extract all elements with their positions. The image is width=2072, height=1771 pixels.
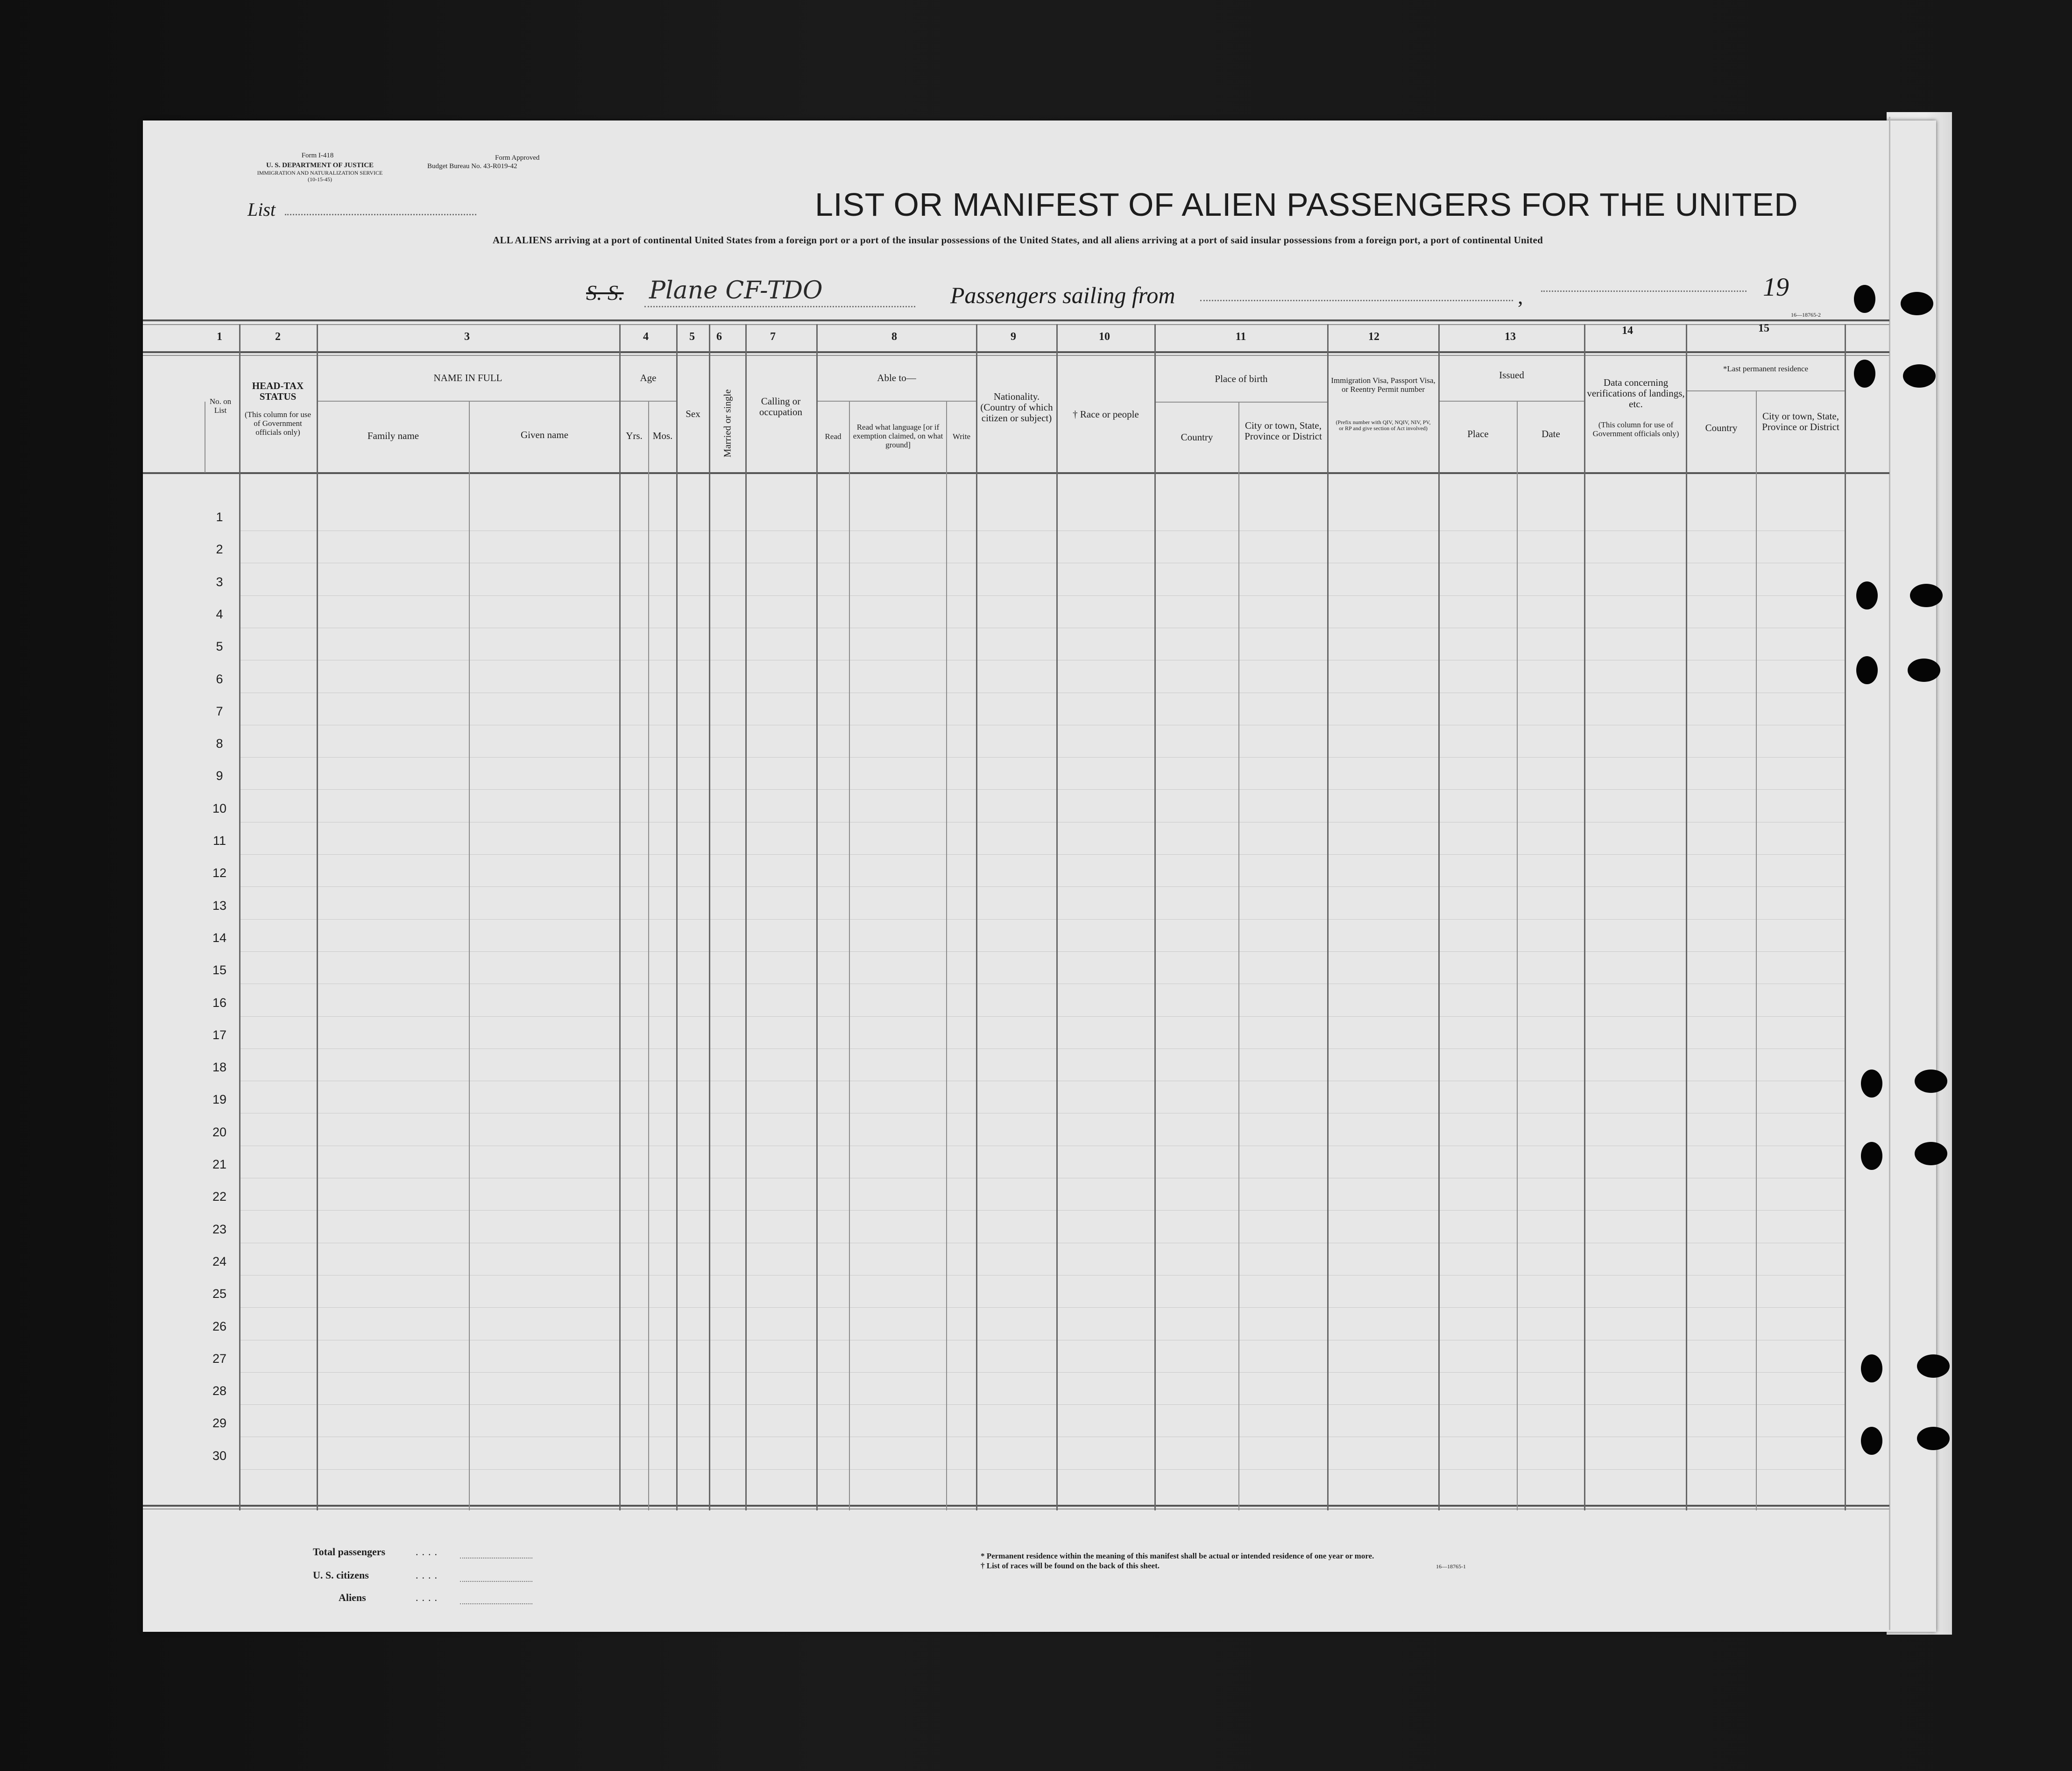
comma-separator: , <box>1518 284 1523 308</box>
col-line-end <box>1845 324 1846 1510</box>
row-number: 10 <box>212 801 227 815</box>
budget-bureau-number: Budget Bureau No. 43-R019-42 <box>427 163 517 170</box>
year-prefix: 19 <box>1763 273 1789 302</box>
col-line-15 <box>1686 324 1687 1510</box>
header-issued-date: Date <box>1542 428 1560 439</box>
row-number: 19 <box>212 1092 227 1107</box>
header-sex: Sex <box>686 408 700 419</box>
row-line <box>239 919 1845 920</box>
column-number: 5 <box>689 331 695 343</box>
name-group-divider <box>317 401 619 402</box>
binder-hole-mark <box>1903 364 1936 388</box>
column-number: 9 <box>1011 331 1016 343</box>
row-line <box>239 854 1845 855</box>
page-title: LIST OR MANIFEST OF ALIEN PASSENGERS FOR THE UNITED <box>815 186 1798 223</box>
column-number: 4 <box>643 331 649 343</box>
col-line-write <box>946 401 947 1510</box>
col-line-lang <box>849 401 850 1510</box>
residence-group-divider <box>1686 390 1845 391</box>
fold-line <box>1889 117 1890 1630</box>
header-calling-or-occupation: Calling or occupation <box>759 396 803 418</box>
col-line-8 <box>816 324 818 1510</box>
form-date: (10-15-45) <box>308 176 332 183</box>
header-race-or-people: † Race or people <box>1073 409 1139 420</box>
binder-hole-mark <box>1854 285 1875 313</box>
column-number: 8 <box>891 331 897 343</box>
binder-hole-mark <box>1910 584 1943 607</box>
date-blank <box>1541 290 1747 292</box>
header-family-name: Family name <box>367 430 419 441</box>
header-bottom-border <box>143 472 1889 474</box>
binder-hole-mark <box>1861 1142 1882 1170</box>
header-birth-country: Country <box>1181 432 1213 443</box>
column-number: 6 <box>716 331 722 343</box>
column-number: 12 <box>1368 331 1379 343</box>
header-read: Read <box>825 432 842 441</box>
column-number: 7 <box>770 331 776 343</box>
row-number: 27 <box>212 1351 227 1366</box>
header-no-on-list: No. on List <box>209 397 232 415</box>
row-line <box>239 886 1845 887</box>
column-number: 1 <box>217 331 222 343</box>
us-citizens-label: U. S. citizens <box>313 1569 369 1581</box>
column-number: 15 <box>1758 322 1769 334</box>
binder-hole-mark <box>1917 1354 1950 1378</box>
ship-name-line <box>644 306 915 307</box>
binder-hole-mark <box>1917 1427 1950 1450</box>
column-number: 2 <box>275 331 281 343</box>
row-line <box>239 1404 1845 1405</box>
binder-hole-mark <box>1915 1142 1947 1165</box>
header-residence-country: Country <box>1705 422 1738 433</box>
col-line-12 <box>1327 324 1329 1510</box>
binder-hole-mark <box>1856 581 1878 609</box>
binder-hole-mark <box>1861 1070 1882 1098</box>
leader-dots: .... <box>416 1569 441 1581</box>
row-number: 18 <box>212 1060 227 1075</box>
row-number: 11 <box>212 834 226 848</box>
row-line <box>239 595 1845 596</box>
department-name: U. S. DEPARTMENT OF JUSTICE <box>266 162 374 169</box>
footnote-permanent-residence: * Permanent residence within the meaning of this manifest shall be actual or intended residence of one year or more. <box>981 1551 1374 1560</box>
able-to-group-divider <box>816 401 976 402</box>
col-line-city <box>1238 402 1239 1510</box>
form-code-right: 16—18765-2 <box>1791 312 1821 318</box>
row-number: 1 <box>216 510 223 524</box>
row-number: 16 <box>212 995 227 1010</box>
row-number: 5 <box>216 639 223 654</box>
header-head-tax-status: HEAD-TAX STATUS <box>252 380 304 402</box>
col-line-9 <box>976 324 977 1510</box>
header-able-to: Able to— <box>877 372 916 383</box>
header-name-in-full: NAME IN FULL <box>433 372 502 383</box>
binder-hole-mark <box>1908 659 1940 682</box>
col-line-13 <box>1438 324 1440 1510</box>
column-number-row-border-inner <box>143 355 1889 356</box>
binder-hole-mark <box>1861 1354 1882 1382</box>
column-number: 3 <box>464 331 470 343</box>
col-line-7 <box>745 324 747 1510</box>
leader-dots: .... <box>416 1546 441 1558</box>
binder-hole-mark <box>1915 1070 1947 1093</box>
col-line-given <box>469 401 470 1510</box>
footer-form-code: 16—18765-1 <box>1436 1563 1466 1570</box>
header-visa-note: (Prefix number with QIV, NQIV, NIV, PV, or RP and give section of Act involved) <box>1336 419 1431 432</box>
row-number: 28 <box>212 1384 227 1398</box>
column-number: 13 <box>1505 331 1516 343</box>
header-read-language: Read what language [or if exemption claimed, on what ground] <box>853 423 943 449</box>
header-last-residence: *Last permanent residence <box>1723 364 1809 373</box>
header-age: Age <box>640 372 657 383</box>
row-line <box>239 757 1845 758</box>
row-number: 7 <box>216 704 223 718</box>
row-line <box>239 951 1845 952</box>
us-citizens-blank <box>460 1581 532 1582</box>
row-line <box>239 1372 1845 1373</box>
header-age-yrs: Yrs. <box>626 430 643 441</box>
table-bottom-border <box>143 1505 1889 1507</box>
table-top-border <box>143 319 1889 321</box>
sailing-from-blank <box>1200 300 1513 301</box>
row-number: 9 <box>216 769 223 783</box>
header-issued: Issued <box>1499 369 1524 381</box>
header-given-name: Given name <box>520 429 569 440</box>
header-issued-place: Place <box>1467 428 1489 439</box>
row-number: 4 <box>216 607 223 621</box>
header-visa-number: Immigration Visa, Passport Visa, or Reentry Permit number <box>1331 376 1436 394</box>
binder-hole-mark <box>1901 292 1933 315</box>
col-line-res-city <box>1756 390 1757 1510</box>
ship-name: Plane CF-TDO <box>649 276 823 305</box>
row-number: 3 <box>216 574 223 589</box>
column-number: 10 <box>1099 331 1110 343</box>
row-number: 22 <box>212 1190 227 1204</box>
col-line-6 <box>709 324 710 1510</box>
row-number: 29 <box>212 1416 227 1431</box>
binder-hole-mark <box>1856 656 1878 684</box>
birthplace-group-divider <box>1154 402 1327 403</box>
row-number: 2 <box>216 542 223 557</box>
binder-hole-mark <box>1854 360 1875 388</box>
row-number: 6 <box>216 672 223 686</box>
header-landing-note: (This column for use of Government officials only) <box>1592 420 1679 438</box>
leader-dots: .... <box>416 1592 441 1603</box>
header-head-tax-note: (This column for use of Government officials only) <box>244 410 311 437</box>
column-number: 11 <box>1235 331 1246 343</box>
approval-text: Form Approved <box>495 154 540 162</box>
page-subtitle: ALL ALIENS arriving at a port of continental United States from a foreign port or a port of the insular possessions of the United States, and all aliens arriving at a port of said insular possessions from a foreign port, a port of continental United <box>493 234 1543 246</box>
header-write: Write <box>952 432 971 441</box>
header-place-of-birth: Place of birth <box>1215 373 1268 384</box>
col-line-3 <box>317 324 318 1510</box>
row-number: 30 <box>212 1448 227 1463</box>
row-number: 14 <box>212 930 227 945</box>
row-line <box>239 1307 1845 1308</box>
col-line-mos <box>648 401 649 1510</box>
aliens-label: Aliens <box>339 1592 366 1603</box>
column-number-row-border <box>143 351 1889 353</box>
header-residence-city: City or town, State, Province or District <box>1762 411 1839 432</box>
list-number-blank <box>285 214 476 215</box>
manifest-sheet <box>143 120 1936 1632</box>
row-number: 15 <box>212 963 227 978</box>
form-number: Form I-418 <box>301 152 334 159</box>
column-number: 14 <box>1622 325 1633 337</box>
row-number: 21 <box>212 1157 227 1171</box>
row-number: 13 <box>212 898 227 913</box>
row-line <box>239 1048 1845 1049</box>
col-line-10 <box>1056 324 1058 1510</box>
col-line-date <box>1517 401 1518 1510</box>
row-number: 8 <box>216 737 223 751</box>
col-line-4 <box>619 324 621 1510</box>
service-name: IMMIGRATION AND NATURALIZATION SERVICE <box>257 170 383 176</box>
ss-label: S. S. <box>586 281 624 305</box>
issued-group-divider <box>1438 401 1584 402</box>
col-line-11 <box>1154 324 1156 1510</box>
row-number: 24 <box>212 1254 227 1268</box>
header-landing-verification: Data concerning verifications of landings, etc. <box>1587 377 1685 410</box>
row-number: 23 <box>212 1222 227 1236</box>
row-line <box>239 1210 1845 1211</box>
binder-hole-mark <box>1861 1427 1882 1455</box>
col-line-5 <box>676 324 678 1510</box>
row-line <box>239 789 1845 790</box>
row-line <box>239 1016 1845 1017</box>
aliens-blank <box>460 1603 532 1604</box>
header-birth-city: City or town, State, Province or District <box>1245 420 1322 442</box>
header-age-mos: Mos. <box>652 430 673 441</box>
col-line-14 <box>1584 324 1585 1510</box>
footnote-race-list: † List of races will be found on the back of this sheet. <box>981 1561 1160 1570</box>
total-passengers-label: Total passengers <box>313 1546 386 1558</box>
row-number: 26 <box>212 1319 227 1333</box>
header-married-or-single: Married or single <box>721 389 733 458</box>
list-label: List <box>248 199 276 220</box>
row-number: 12 <box>212 866 227 880</box>
row-number: 17 <box>212 1027 227 1042</box>
header-nationality: Nationality. (Country of which citizen or subject) <box>980 391 1053 424</box>
col-line-2 <box>239 324 240 1510</box>
row-number: 25 <box>212 1287 227 1301</box>
row-number: 20 <box>212 1125 227 1139</box>
sailing-from-label: Passengers sailing from <box>950 282 1175 308</box>
row-line <box>239 1469 1845 1470</box>
age-group-divider <box>619 401 676 402</box>
